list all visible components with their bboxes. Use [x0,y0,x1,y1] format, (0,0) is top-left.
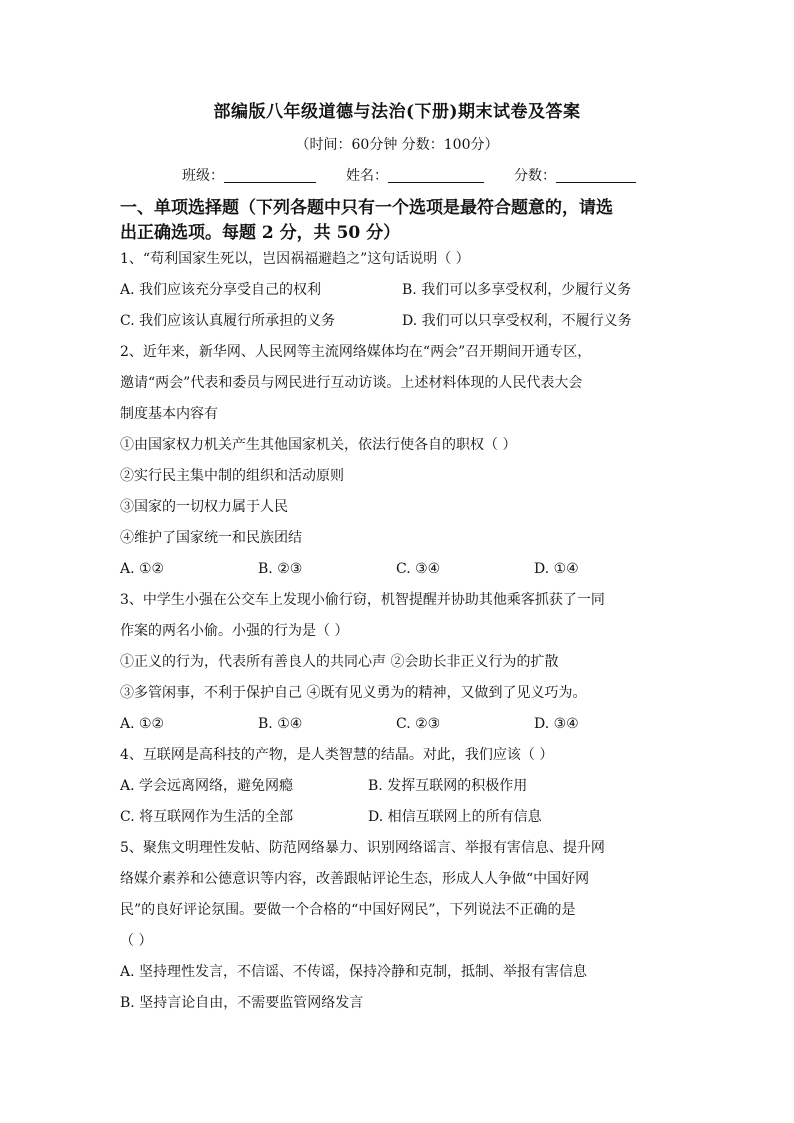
q5-option-a[interactable]: A. 坚持理性发言，不信谣、不传谣，保持冷静和克制，抵制、举报有害信息 [120,964,588,980]
section-heading-line: 一、单项选择题（下列各题中只有一个选项是最符合题意的，请选 [120,198,613,218]
q3-stem-line: 3、中学生小强在公交车上发现小偷行窃，机智提醒并协助其他乘客抓获了一同 [120,592,605,608]
q4-option-b[interactable]: B. 发挥互联网的积极作用 [368,778,528,794]
q3-stem-line: 作案的两名小偷。小强的行为是（ ） [120,623,349,639]
exam-subtitle: （时间：60分钟 分数：100分） [295,137,499,153]
section-heading-line: 出正确选项。每题 2 分，共 50 分） [120,223,401,243]
student-info-line [182,165,642,185]
q2-stem-line: 邀请“两会”代表和委员与网民进行互动访谈。上述材料体现的人民代表大会 [120,375,583,391]
score-blank[interactable] [556,168,636,183]
name-blank[interactable] [388,168,484,183]
q2-statement: ④维护了国家统一和民族团结 [120,530,302,546]
q4-options-row [120,802,680,833]
q2-statement: ③国家的一切权力属于人民 [120,499,288,515]
section-heading [120,196,680,246]
q3-option-a[interactable]: A. ①② [120,716,165,732]
q5-stem-line: 民”的良好评论氛围。要做一个合格的“中国好网民”，下列说法不正确的是 [120,902,576,918]
q1-options-row [120,306,680,337]
q2-stem-line: 制度基本内容有 [120,406,218,422]
q2-statement: ②实行民主集中制的组织和活动原则 [120,468,344,484]
q2-option-d[interactable]: D. ①④ [534,561,579,577]
name-label: 姓名： [346,168,388,184]
q4-option-d[interactable]: D. 相信互联网上的所有信息 [368,809,542,825]
q2-option-b[interactable]: B. ②③ [258,561,303,577]
q2-statement: ①由国家权力机关产生其他国家机关，依法行使各自的职权（ ） [120,437,517,453]
q4-option-a[interactable]: A. 学会远离网络，避免网瘾 [120,778,294,794]
class-blank[interactable] [224,168,316,183]
q5-stem-line: （ ） [120,933,153,949]
q5-stem-line: 5、聚焦文明理性发帖、防范网络暴力、识别网络谣言、举报有害信息、提升网 [120,840,605,856]
q5-stem-line: 络媒介素养和公德意识等内容，改善跟帖评论生态，形成人人争做“中国好网 [120,871,590,887]
q3-option-d[interactable]: D. ③④ [534,716,579,732]
exam-title: 部编版八年级道德与法治(下册)期末试卷及答案 [213,102,581,122]
q1-option-c[interactable]: C. 我们应该认真履行所承担的义务 [120,313,336,329]
score-label: 分数： [514,168,556,184]
q4-options-row [120,771,680,802]
q2-option-c[interactable]: C. ③④ [396,561,441,577]
q3-statement: ③多管闲事，不利于保护自己 ④既有见义勇为的精神，又做到了见义巧为。 [120,685,587,701]
q3-option-c[interactable]: C. ②③ [396,716,441,732]
q4-stem: 4、互联网是高科技的产物，是人类智慧的结晶。对此，我们应该（ ） [120,747,554,763]
q2-options-row [120,554,680,585]
q3-statement: ①正义的行为，代表所有善良人的共同心声 ②会助长非正义行为的扩散 [120,654,559,670]
q3-option-b[interactable]: B. ①④ [258,716,303,732]
q4-option-c[interactable]: C. 将互联网作为生活的全部 [120,809,294,825]
q1-option-b[interactable]: B. 我们可以多享受权利，少履行义务 [402,282,632,298]
q5-option-b[interactable]: B. 坚持言论自由，不需要监管网络发言 [120,995,364,1011]
q2-option-a[interactable]: A. ①② [120,561,165,577]
q1-option-a[interactable]: A. 我们应该充分享受自己的权利 [120,282,322,298]
q2-stem-line: 2、近年来，新华网、人民网等主流网络媒体均在“两会”召开期间开通专区， [120,344,592,360]
q1-options-row [120,275,680,306]
class-label: 班级： [182,168,224,184]
question-list [120,244,680,1019]
q3-options-row [120,709,680,740]
q1-stem: 1、“苟利国家生死以，岂因祸福避趋之”这句话说明（ ） [120,251,470,267]
q1-option-d[interactable]: D. 我们可以只享受权利，不履行义务 [402,313,632,329]
